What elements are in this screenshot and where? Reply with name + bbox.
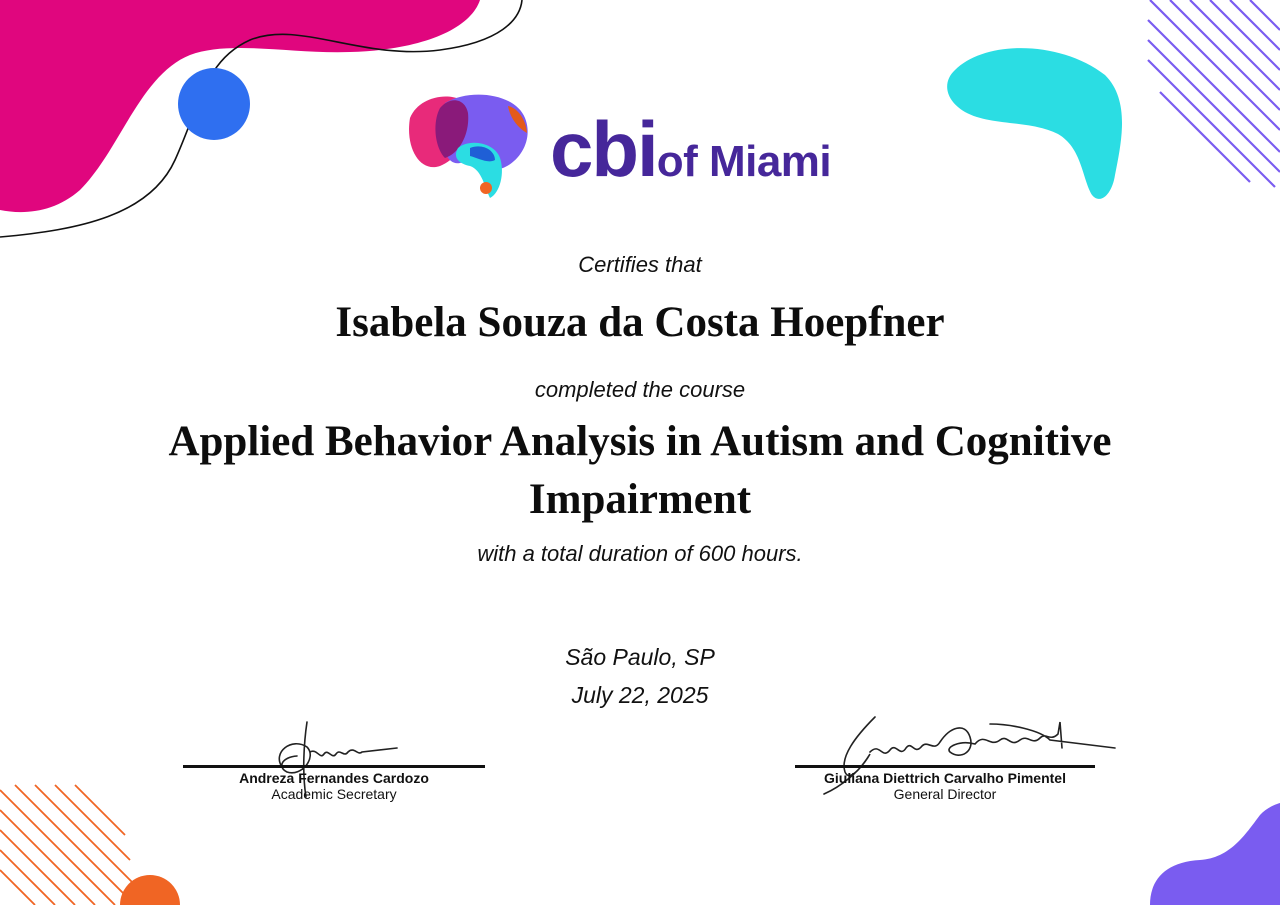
logo-word-sub: of Miami [656, 137, 832, 186]
brain-logo-icon [400, 88, 540, 208]
logo-word-main: cbi [550, 105, 657, 193]
signatory-role-left: Academic Secretary [271, 786, 397, 802]
logo-wordmark [550, 104, 831, 195]
cyan-blob-shape [947, 48, 1122, 199]
signature-line-left [183, 765, 485, 768]
blue-dot-shape [178, 68, 250, 140]
signatory-role-right: General Director [893, 786, 997, 802]
signatory-name-left: Andreza Fernandes Cardozo [239, 770, 429, 786]
signature-line-right [795, 765, 1095, 768]
date-text: July 22, 2025 [571, 682, 709, 708]
duration-text: with a total duration of 600 hours. [477, 541, 803, 566]
purple-stripes-top-right [1148, 0, 1280, 187]
signature-block-right [795, 765, 1095, 802]
orange-stripes-bottom-left [0, 785, 140, 905]
signatory-name-right: Giuliana Diettrich Carvalho Pimentel [824, 770, 1066, 786]
purple-blob-shape [1150, 803, 1280, 905]
course-title: Applied Behavior Analysis in Autism and Cognitive Impairment [168, 418, 1112, 523]
location-text: São Paulo, SP [565, 644, 715, 670]
recipient-name: Isabela Souza da Costa Hoepfner [335, 299, 945, 346]
completed-text: completed the course [534, 377, 746, 402]
signature-block-left [183, 765, 485, 802]
certifies-text: Certifies that [578, 252, 702, 277]
cbi-logo [400, 88, 890, 208]
